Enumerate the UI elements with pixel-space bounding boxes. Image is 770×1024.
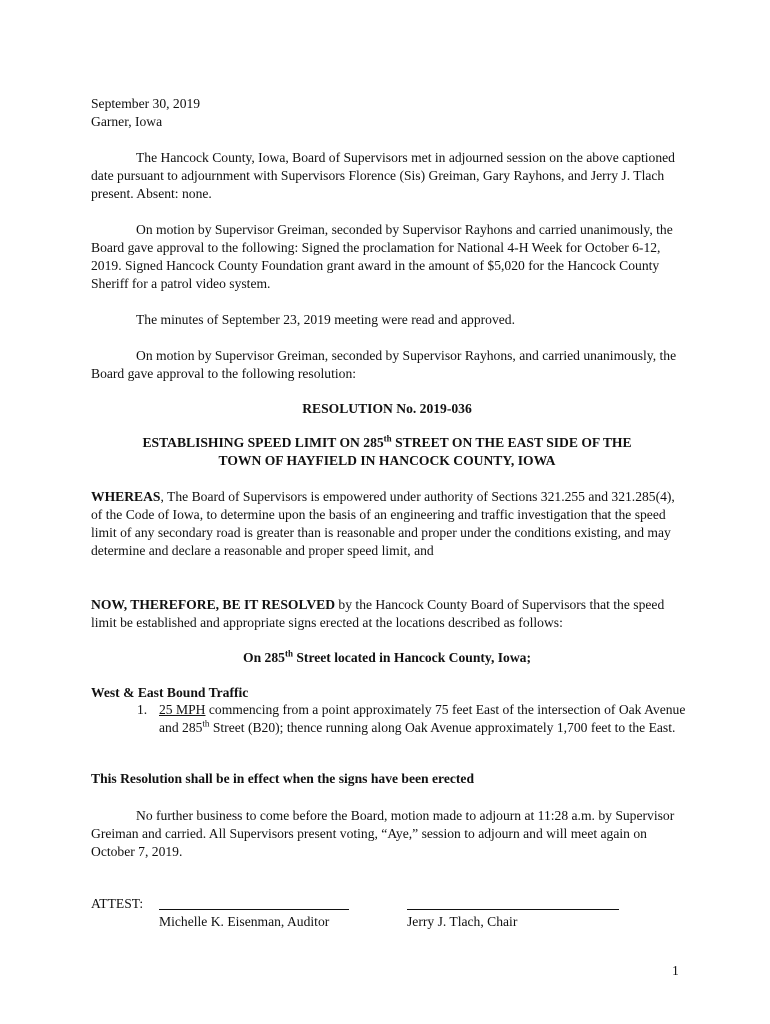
chair-signature-line — [407, 909, 619, 910]
auditor-signature-line — [159, 909, 349, 910]
effect-statement: This Resolution shall be in effect when the signs have been erected — [91, 771, 475, 786]
item-number: 1. — [137, 702, 148, 717]
whereas-label: WHEREAS — [91, 489, 161, 504]
attendance-paragraph: The Hancock County, Iowa, Board of Supervisors met in adjourned session on the above captioned date pursuant to adjournment with Supervisors Florence (Sis) Greiman, Gary Rayhons, and Jerry J. Tlach present. Absent: none. — [91, 150, 675, 201]
speed-value: 25 MPH — [159, 702, 206, 717]
street-location-heading: On 285th Street located in Hancock County, Iowa; — [243, 648, 531, 665]
header-block — [91, 95, 683, 131]
meeting-location: Garner, Iowa — [91, 114, 163, 129]
minutes-paragraph: The minutes of September 23, 2019 meeting were read and approved. — [136, 312, 515, 327]
item-text: 25 MPH commencing from a point approximately 75 feet East of the intersection of Oak Avenue and 285th Street (B20); thence running along Oak Avenue approximately 1,700 feet to the East. — [159, 702, 686, 735]
resolution-title: ESTABLISHING SPEED LIMIT ON 285th STREET ON THE EAST SIDE OF THE TOWN OF HAYFIELD IN HANCOCK COUNTY, IOWA — [142, 433, 632, 468]
chair-name: Jerry J. Tlach, Chair — [407, 914, 518, 929]
resolved-label: NOW, THEREFORE, BE IT RESOLVED — [91, 597, 336, 612]
adjournment-paragraph: No further business to come before the Board, motion made to adjourn at 11:28 a.m. by Supervisor Greiman and carried. All Supervisors present voting, “Aye,” session to adjourn and will meet again on October 7, 2019. — [91, 808, 675, 859]
meeting-date: September 30, 2019 — [91, 96, 201, 111]
whereas-paragraph: WHEREAS, The Board of Supervisors is empowered under authority of Sections 321.255 and 321.285(4), of the Code of Iowa, to determine upon the basis of an engineering and traffic investigation that the speed limit of any secondary road is greater than is reasonable and proper under the conditions existing, and may determine and declare a reasonable and proper speed limit, and — [91, 489, 675, 558]
approvals-paragraph: On motion by Supervisor Greiman, seconded by Supervisor Rayhons and carried unanimously, the Board gave approval to the following: Signed the proclamation for National 4-H Week for October 6-12, 2019. Signed Hancock County Foundation grant award in the amount of $5,020 for the Hancock County Sheriff for a patrol video system. — [91, 222, 673, 291]
resolved-paragraph: NOW, THEREFORE, BE IT RESOLVED by the Hancock County Board of Supervisors that the speed limit be established and appropriate signs erected at the locations described as follows: — [91, 597, 665, 630]
resolution-number: RESOLUTION No. 2019-036 — [302, 401, 472, 416]
page-number: 1 — [672, 963, 679, 978]
resolution-motion-paragraph: On motion by Supervisor Greiman, seconded by Supervisor Rayhons, and carried unanimously, the Board gave approval to the following resolution: — [91, 348, 677, 381]
traffic-heading: West & East Bound Traffic — [91, 685, 249, 700]
attest-label: ATTEST: — [91, 896, 144, 911]
auditor-name: Michelle K. Eisenman, Auditor — [159, 914, 330, 929]
